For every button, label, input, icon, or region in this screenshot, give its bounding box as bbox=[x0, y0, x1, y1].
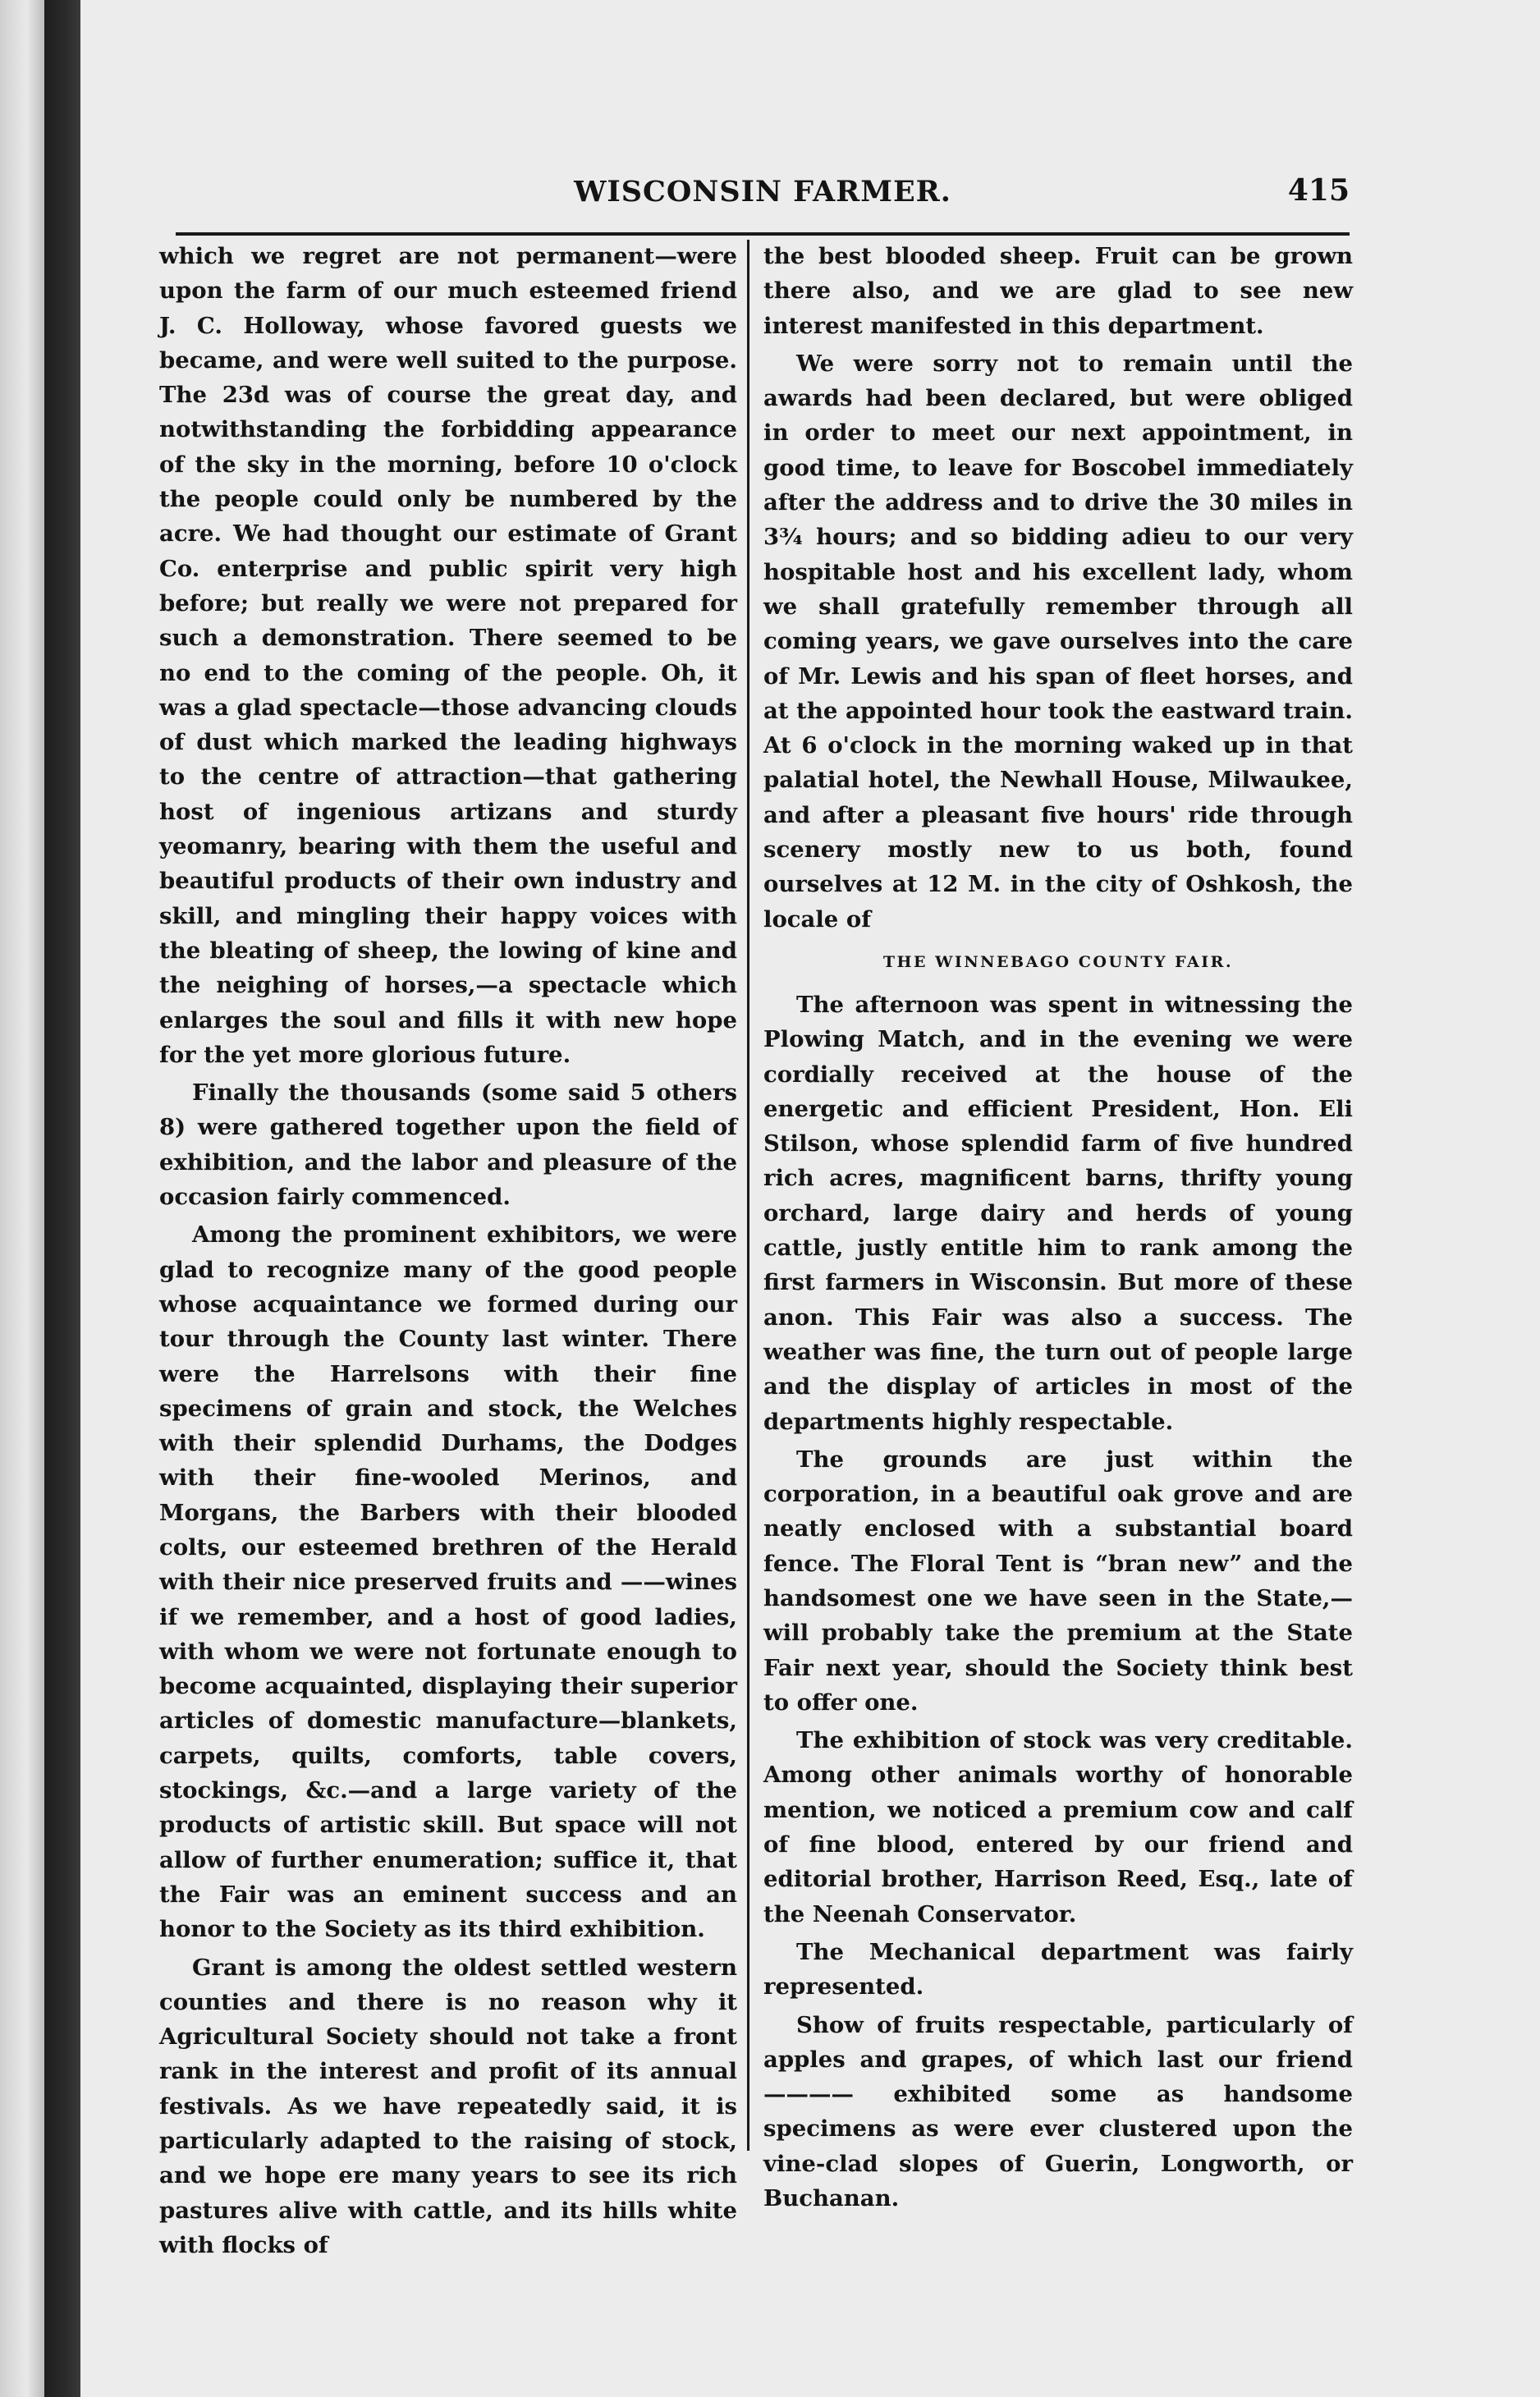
left-column bbox=[159, 239, 737, 2262]
paragraph: We were sorry not to remain until the awards had been declared, but were obliged in order to meet our next appointment, in good time, to leave for Boscobel immediately after the address and to drive the 30 miles in 3¾ hours; and so bidding adieu to our very hospitable host and his excellent lady, whom we shall gratefully remember through all coming years, we gave ourselves into the care of Mr. Lewis and his span of fleet horses, and at the appointed hour took the eastward train. At 6 o'clock in the morning waked up in that palatial hotel, the Newhall House, Milwaukee, and after a pleasant five hours' ride through scenery mostly new to us both, found ourselves at 12 M. in the city of Oshkosh, the locale of bbox=[763, 350, 1353, 933]
paragraph: Finally the thousands (some said 5 others 8) were gathered together upon the field of exhibition, and the labor and pleasure of the occasion fairly commenced. bbox=[159, 1079, 737, 1211]
paragraph: The Mechanical department was fairly represented. bbox=[763, 1938, 1353, 2001]
column-divider bbox=[747, 240, 749, 2151]
paragraph: Grant is among the oldest settled western counties and there is no reason why it Agricultural Society should not take a front rank in the interest and profit of its annual festivals. As we have repeatedly said, it is particularly adapted to the raising of stock, and we hope ere many years to see its rich pastures alive with cattle, and its hills white with flocks of bbox=[159, 1954, 737, 2258]
paragraph: The exhibition of stock was very creditable. Among other animals worthy of honorable mention, we noticed a premium cow and calf of fine blood, entered by our friend and editorial brother, Harrison Reed, Esq., late of the Neenah Conservator. bbox=[763, 1727, 1353, 1927]
paragraph: The afternoon was spent in witnessing the Plowing Match, and in the evening we were cordially received at the house of the energetic and efficient President, Hon. Eli Stilson, whose splendid farm of five hundred rich acres, magnificent barns, thrifty young orchard, large dairy and herds of young cattle, justly entitle him to rank among the first farmers in Wisconsin. But more of these anon. This Fair was also a success. The weather was fine, the turn out of people large and the display of articles in most of the departments highly respectable. bbox=[763, 991, 1353, 1435]
book-gutter bbox=[44, 0, 80, 2397]
section-heading: THE WINNEBAGO COUNTY FAIR. bbox=[882, 952, 1234, 971]
paragraph: Among the prominent exhibitors, we were glad to recognize many of the good people whose acquaintance we formed during our tour through the County last winter. There were the Harrelsons with their fine specimens of grain and stock, the Welches with their splendid Durhams, the Dodges with their fine-wooled Merinos, and Morgans, the Barbers with their blooded colts, our esteemed brethren of the Herald with their nice preserved fruits and ——wines if we remember, and a host of good ladies, with whom we were not fortunate enough to become acquainted, displaying their superior articles of domestic manufacture—blankets, carpets, quilts, comforts, table covers, stockings, &c.—and a large variety of the products of artistic skill. But space will not allow of further enumeration; suffice it, that the Fair was an eminent success and an honor to the Society as its third exhibition. bbox=[159, 1221, 737, 1943]
header-rule bbox=[176, 232, 1350, 236]
paragraph: which we regret are not permanent—were upon the farm of our much esteemed friend J. C. Holloway, whose favored guests we became, and were well suited to the purpose. The 23d was of course the great day, and notwithstanding the forbidding appearance of the sky in the morning, before 10 o'clock the people could only be numbered by the acre. We had thought our estimate of Grant Co. enterprise and public spirit very high before; but really we were not prepared for such a demonstration. There seemed to be no end to the coming of the people. Oh, it was a glad spectacle—those advancing clouds of dust which marked the leading highways to the centre of attraction—that gathering host of ingenious artizans and sturdy yeomanry, bearing with them the useful and beautiful products of their own industry and skill, and mingling their happy voices with the bleating of sheep, the lowing of kine and the neighing of horses,—a spectacle which enlarges the soul and fills it with new hope for the yet more glorious future. bbox=[159, 243, 737, 1068]
page-number: 415 bbox=[1287, 173, 1350, 208]
paragraph: Show of fruits respectable, particularly of apples and grapes, of which last our friend ———— exhibited some as handsome specimens as were ever clustered upon the vine-clad slopes of Guerin, Longworth, or Buchanan. bbox=[763, 2011, 1353, 2212]
adjacent-page-edge bbox=[0, 0, 44, 2397]
running-title: WISCONSIN FARMER. bbox=[574, 175, 951, 209]
paragraph: The grounds are just within the corporation, in a beautiful oak grove and are neatly enclosed with a substantial board fence. The Floral Tent is “bran new” and the handsomest one we have seen in the State,—will probably take the premium at the State Fair next year, should the Society think best to offer one. bbox=[763, 1446, 1353, 1716]
page-header bbox=[176, 175, 1350, 221]
paragraph: the best blooded sheep. Fruit can be grown there also, and we are glad to see new interest manifested in this department. bbox=[763, 243, 1353, 339]
right-column bbox=[763, 239, 1353, 2216]
